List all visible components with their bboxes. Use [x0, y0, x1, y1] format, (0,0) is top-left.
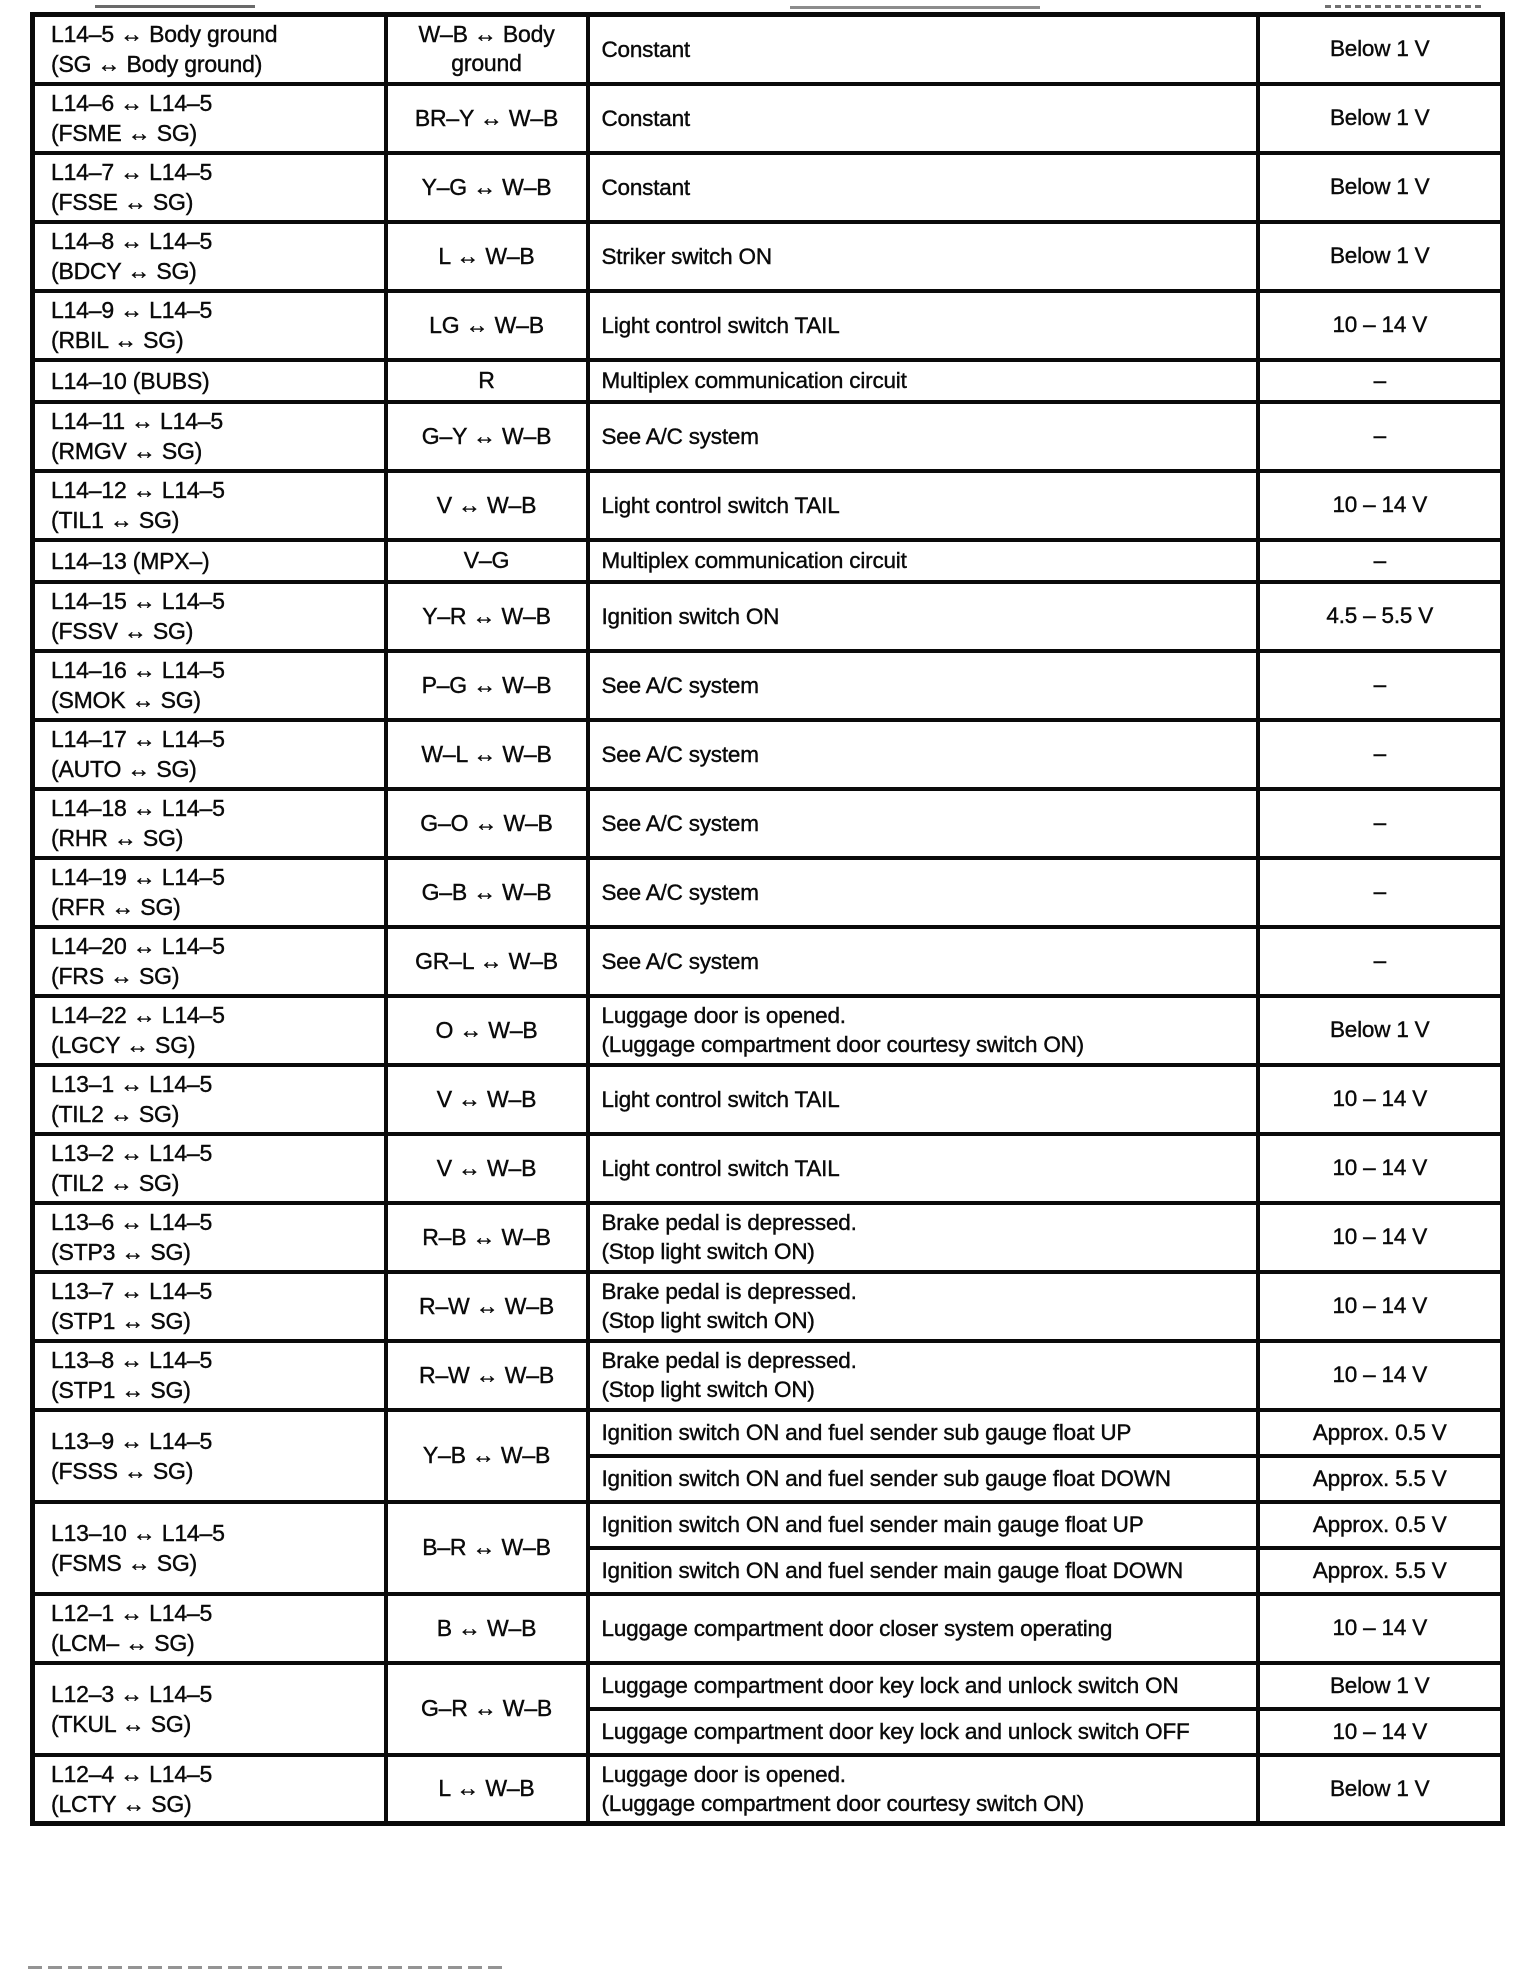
terminal-line: L14–17 ↔ L14–5	[51, 726, 225, 752]
table-row	[33, 153, 1503, 222]
condition-line: Multiplex communication circuit	[601, 368, 907, 393]
wire-color-cell	[386, 927, 588, 996]
condition-cell	[588, 1755, 1258, 1824]
condition-cell	[588, 1410, 1258, 1456]
terminal-cell	[33, 720, 386, 789]
voltage-cell	[1258, 471, 1503, 540]
terminal-cell	[33, 402, 386, 471]
terminal-line: L13–9 ↔ L14–5	[51, 1427, 213, 1454]
voltage-value: 10 – 14 V	[1332, 1224, 1428, 1249]
table-row	[33, 360, 1503, 402]
condition-line: Brake pedal is depressed.	[601, 1279, 857, 1304]
condition-cell	[588, 582, 1258, 651]
terminal-cell	[33, 1065, 386, 1134]
table-row	[33, 471, 1503, 540]
voltage-value: 10 – 14 V	[1332, 492, 1428, 517]
table-row	[33, 720, 1503, 789]
wire-color-label: G–O ↔ W–B	[420, 809, 553, 836]
wire-color-cell	[386, 291, 588, 360]
table-row	[33, 15, 1503, 84]
voltage-value: 10 – 14 V	[1332, 312, 1428, 337]
wire-color-cell	[386, 1502, 588, 1594]
voltage-cell	[1258, 651, 1503, 720]
voltage-value: 4.5 – 5.5 V	[1326, 603, 1434, 628]
terminal-cell	[33, 1341, 386, 1410]
condition-line: See A/C system	[601, 948, 759, 974]
terminal-line: L14–9 ↔ L14–5	[51, 297, 213, 323]
condition-cell	[588, 1065, 1258, 1134]
terminal-line: L14–12 ↔ L14–5	[51, 477, 225, 503]
terminal-line: L13–10 ↔ L14–5	[51, 1519, 225, 1546]
voltage-value: –	[1373, 810, 1386, 835]
table-row	[33, 789, 1503, 858]
table-row	[33, 1663, 1503, 1709]
voltage-value: –	[1373, 672, 1386, 697]
wire-color-cell	[386, 15, 588, 84]
condition-line: Striker switch ON	[601, 243, 772, 269]
wire-color-cell	[386, 996, 588, 1065]
condition-cell	[588, 1548, 1258, 1594]
condition-cell	[588, 651, 1258, 720]
condition-cell	[588, 858, 1258, 927]
terminal-line: L13–8 ↔ L14–5	[51, 1347, 213, 1373]
wire-color-label: L ↔ W–B	[438, 1775, 535, 1802]
wire-color-cell	[386, 1341, 588, 1410]
condition-line: See A/C system	[601, 423, 759, 449]
terminal-line: (STP1 ↔ SG)	[51, 1377, 191, 1403]
condition-line: Ignition switch ON and fuel sender main gauge float DOWN	[601, 1558, 1184, 1583]
condition-line: See A/C system	[601, 879, 759, 905]
voltage-value: Below 1 V	[1329, 1017, 1430, 1042]
condition-line: Brake pedal is depressed.	[601, 1210, 857, 1235]
terminal-line: (FSSS ↔ SG)	[51, 1457, 194, 1484]
terminal-line: L13–7 ↔ L14–5	[51, 1278, 213, 1304]
scan-artifact	[790, 6, 1040, 9]
condition-line: Constant	[601, 174, 690, 200]
wire-color-label: P–G ↔ W–B	[421, 671, 552, 698]
voltage-cell	[1258, 1272, 1503, 1341]
voltage-value: Below 1 V	[1329, 1775, 1430, 1801]
voltage-value: 10 – 14 V	[1332, 1293, 1428, 1318]
condition-line: Luggage compartment door key lock and unlock switch OFF	[601, 1719, 1190, 1744]
condition-line: See A/C system	[601, 672, 759, 698]
table-row	[33, 1203, 1503, 1272]
terminal-cell	[33, 927, 386, 996]
table-row	[33, 84, 1503, 153]
voltage-value: Below 1 V	[1329, 243, 1430, 268]
voltage-cell	[1258, 222, 1503, 291]
wire-color-label: R	[478, 367, 495, 393]
condition-line: Ignition switch ON and fuel sender main gauge float UP	[601, 1512, 1144, 1537]
condition-line: See A/C system	[601, 810, 759, 836]
voltage-value: –	[1373, 741, 1386, 766]
wire-color-cell	[386, 1203, 588, 1272]
condition-line: Constant	[601, 36, 690, 62]
condition-cell	[588, 84, 1258, 153]
table-row	[33, 1502, 1503, 1548]
wire-color-label: R–W ↔ W–B	[419, 1292, 554, 1319]
condition-line: Luggage door is opened.	[601, 1003, 846, 1028]
table-row	[33, 1134, 1503, 1203]
scan-artifact	[95, 5, 255, 8]
condition-line: (Luggage compartment door courtesy switch ON)	[601, 1032, 1084, 1057]
wire-color-label: L ↔ W–B	[438, 242, 535, 269]
wire-color-label: R–B ↔ W–B	[422, 1223, 551, 1250]
wire-color-cell	[386, 1065, 588, 1134]
condition-cell	[588, 720, 1258, 789]
condition-line: Ignition switch ON and fuel sender sub gauge float UP	[601, 1420, 1132, 1445]
wire-color-cell	[386, 1134, 588, 1203]
terminal-line: (FSSE ↔ SG)	[51, 189, 194, 215]
wire-color-cell	[386, 582, 588, 651]
voltage-value: Approx. 0.5 V	[1312, 1511, 1447, 1537]
terminal-line: L13–2 ↔ L14–5	[51, 1140, 213, 1166]
voltage-cell	[1258, 84, 1503, 153]
terminal-line: L14–15 ↔ L14–5	[51, 588, 225, 614]
table-row	[33, 291, 1503, 360]
voltage-cell	[1258, 1341, 1503, 1410]
voltage-cell	[1258, 15, 1503, 84]
terminal-cell	[33, 84, 386, 153]
condition-line: Constant	[601, 105, 690, 131]
terminal-line: L12–1 ↔ L14–5	[51, 1600, 213, 1626]
voltage-value: 10 – 14 V	[1332, 1155, 1428, 1180]
wire-color-cell	[386, 84, 588, 153]
wire-color-cell	[386, 1594, 588, 1663]
terminal-line: (RMGV ↔ SG)	[51, 438, 203, 464]
terminal-line: (BDCY ↔ SG)	[51, 258, 197, 284]
voltage-cell	[1258, 360, 1503, 402]
terminal-line: L14–13 (MPX–)	[51, 547, 210, 574]
wire-color-cell	[386, 222, 588, 291]
condition-cell	[588, 291, 1258, 360]
voltage-cell	[1258, 153, 1503, 222]
voltage-value: 10 – 14 V	[1332, 1086, 1428, 1111]
voltage-value: Below 1 V	[1329, 1672, 1430, 1698]
condition-cell	[588, 15, 1258, 84]
condition-line: Ignition switch ON and fuel sender sub gauge float DOWN	[601, 1466, 1171, 1491]
terminal-cell	[33, 360, 386, 402]
condition-cell	[588, 471, 1258, 540]
terminal-line: L14–20 ↔ L14–5	[51, 933, 225, 959]
voltage-cell	[1258, 582, 1503, 651]
wire-color-cell	[386, 153, 588, 222]
condition-line: (Stop light switch ON)	[601, 1377, 815, 1402]
voltage-value: –	[1373, 948, 1386, 973]
terminal-voltage-table	[30, 12, 1505, 1826]
voltage-value: –	[1373, 367, 1386, 393]
condition-line: (Stop light switch ON)	[601, 1239, 815, 1264]
wire-color-label: V ↔ W–B	[436, 1154, 537, 1181]
terminal-line: L14–11 ↔ L14–5	[51, 408, 223, 434]
wire-color-label: V ↔ W–B	[436, 1085, 537, 1112]
voltage-value: 10 – 14 V	[1332, 1615, 1428, 1640]
terminal-cell	[33, 1755, 386, 1824]
wire-color-label: G–Y ↔ W–B	[421, 422, 552, 449]
terminal-cell	[33, 996, 386, 1065]
wire-color-cell	[386, 1272, 588, 1341]
condition-cell	[588, 1272, 1258, 1341]
terminal-cell	[33, 1502, 386, 1594]
wire-color-cell	[386, 540, 588, 582]
voltage-value: 10 – 14 V	[1332, 1362, 1428, 1387]
voltage-value: –	[1373, 547, 1386, 573]
terminal-line: (TIL1 ↔ SG)	[51, 507, 180, 533]
condition-cell	[588, 927, 1258, 996]
wire-color-label: O ↔ W–B	[435, 1016, 538, 1043]
condition-line: Light control switch TAIL	[601, 1155, 840, 1181]
voltage-cell	[1258, 1065, 1503, 1134]
wire-color-label: GR–L ↔ W–B	[415, 947, 558, 974]
voltage-cell	[1258, 540, 1503, 582]
terminal-line: L14–19 ↔ L14–5	[51, 864, 225, 890]
condition-cell	[588, 1341, 1258, 1410]
terminal-cell	[33, 1272, 386, 1341]
terminal-line: (TIL2 ↔ SG)	[51, 1170, 180, 1196]
terminal-line: (STP1 ↔ SG)	[51, 1308, 191, 1334]
terminal-cell	[33, 1203, 386, 1272]
terminal-line: L14–22 ↔ L14–5	[51, 1002, 225, 1028]
terminal-cell	[33, 471, 386, 540]
wire-color-label: V–G	[463, 547, 510, 573]
terminal-cell	[33, 153, 386, 222]
table-row	[33, 1594, 1503, 1663]
terminal-cell	[33, 1134, 386, 1203]
condition-cell	[588, 540, 1258, 582]
table-row	[33, 1341, 1503, 1410]
terminal-cell	[33, 789, 386, 858]
condition-line: Light control switch TAIL	[601, 492, 840, 518]
table-row	[33, 222, 1503, 291]
terminal-line: L13–6 ↔ L14–5	[51, 1209, 213, 1235]
wire-color-label: W–L ↔ W–B	[421, 740, 552, 767]
table-row	[33, 1272, 1503, 1341]
terminal-line: (SG ↔ Body ground)	[51, 51, 263, 78]
condition-line: See A/C system	[601, 741, 759, 767]
wire-color-label: V ↔ W–B	[436, 491, 537, 518]
terminal-line: (FSME ↔ SG)	[51, 120, 198, 146]
terminal-line: L14–5 ↔ Body ground	[51, 21, 278, 48]
condition-cell	[588, 996, 1258, 1065]
table-row	[33, 1065, 1503, 1134]
voltage-cell	[1258, 1502, 1503, 1548]
wire-color-cell	[386, 471, 588, 540]
terminal-line: (TKUL ↔ SG)	[51, 1710, 192, 1737]
condition-cell	[588, 1709, 1258, 1755]
wire-color-cell	[386, 789, 588, 858]
terminal-cell	[33, 651, 386, 720]
terminal-cell	[33, 1594, 386, 1663]
voltage-cell	[1258, 996, 1503, 1065]
voltage-cell	[1258, 1134, 1503, 1203]
condition-line: Luggage compartment door key lock and unlock switch ON	[601, 1673, 1179, 1698]
voltage-cell	[1258, 1594, 1503, 1663]
terminal-line: L14–10 (BUBS)	[51, 367, 210, 394]
voltage-cell	[1258, 1456, 1503, 1502]
terminal-cell	[33, 1663, 386, 1755]
terminal-line: (FRS ↔ SG)	[51, 963, 180, 989]
voltage-cell	[1258, 291, 1503, 360]
wire-color-label: G–R ↔ W–B	[420, 1695, 553, 1721]
terminal-cell	[33, 222, 386, 291]
voltage-cell	[1258, 1548, 1503, 1594]
wire-color-cell	[386, 1755, 588, 1824]
table-row	[33, 540, 1503, 582]
terminal-line: (LCTY ↔ SG)	[51, 1790, 192, 1817]
table-row	[33, 402, 1503, 471]
condition-line: (Stop light switch ON)	[601, 1308, 815, 1333]
wire-color-label: BR–Y ↔ W–B	[414, 104, 559, 131]
condition-line: Luggage door is opened.	[601, 1761, 846, 1787]
terminal-line: L12–4 ↔ L14–5	[51, 1760, 213, 1787]
terminal-line: (FSMS ↔ SG)	[51, 1549, 198, 1576]
voltage-cell	[1258, 720, 1503, 789]
terminal-line: (RHR ↔ SG)	[51, 825, 184, 851]
terminal-line: (SMOK ↔ SG)	[51, 687, 201, 713]
terminal-line: (LGCY ↔ SG)	[51, 1032, 196, 1058]
condition-cell	[588, 1203, 1258, 1272]
condition-line: Ignition switch ON	[601, 603, 780, 629]
voltage-value: 10 – 14 V	[1332, 1718, 1428, 1744]
voltage-value: Approx. 5.5 V	[1312, 1557, 1447, 1583]
terminal-line: L14–6 ↔ L14–5	[51, 90, 213, 116]
voltage-cell	[1258, 1410, 1503, 1456]
condition-cell	[588, 1663, 1258, 1709]
wire-color-cell	[386, 1663, 588, 1755]
table-row	[33, 651, 1503, 720]
voltage-value: Below 1 V	[1329, 36, 1430, 62]
terminal-line: L14–7 ↔ L14–5	[51, 159, 213, 185]
wire-color-label: W–B ↔ Body ground	[418, 21, 555, 77]
wire-color-label: R–W ↔ W–B	[419, 1361, 554, 1388]
terminal-cell	[33, 540, 386, 582]
terminal-line: L12–3 ↔ L14–5	[51, 1680, 213, 1707]
condition-cell	[588, 360, 1258, 402]
condition-cell	[588, 153, 1258, 222]
condition-cell	[588, 222, 1258, 291]
scan-artifact	[28, 1966, 508, 1969]
condition-line: (Luggage compartment door courtesy switch ON)	[601, 1790, 1084, 1816]
voltage-cell	[1258, 1755, 1503, 1824]
table-row	[33, 858, 1503, 927]
terminal-line: L14–8 ↔ L14–5	[51, 228, 213, 254]
wire-color-cell	[386, 858, 588, 927]
terminal-line: L13–1 ↔ L14–5	[51, 1071, 213, 1097]
voltage-cell	[1258, 858, 1503, 927]
wire-color-cell	[386, 1410, 588, 1502]
table-row	[33, 927, 1503, 996]
wire-color-label: Y–R ↔ W–B	[422, 602, 551, 629]
wire-color-cell	[386, 402, 588, 471]
wire-color-label: Y–G ↔ W–B	[421, 173, 552, 200]
condition-cell	[588, 1456, 1258, 1502]
wire-color-label: B–R ↔ W–B	[422, 1534, 551, 1560]
condition-cell	[588, 1134, 1258, 1203]
terminal-line: (AUTO ↔ SG)	[51, 756, 197, 782]
voltage-cell	[1258, 927, 1503, 996]
wire-color-cell	[386, 720, 588, 789]
terminal-line: (RFR ↔ SG)	[51, 894, 181, 920]
voltage-cell	[1258, 789, 1503, 858]
terminal-cell	[33, 1410, 386, 1502]
condition-cell	[588, 1502, 1258, 1548]
voltage-cell	[1258, 1203, 1503, 1272]
condition-line: Luggage compartment door closer system operating	[601, 1615, 1113, 1641]
voltage-value: Approx. 0.5 V	[1312, 1419, 1447, 1445]
voltage-cell	[1258, 402, 1503, 471]
table-row	[33, 1755, 1503, 1824]
terminal-line: L14–16 ↔ L14–5	[51, 657, 225, 683]
voltage-value: –	[1373, 423, 1386, 448]
terminal-line: (FSSV ↔ SG)	[51, 618, 194, 644]
voltage-cell	[1258, 1663, 1503, 1709]
wire-color-label: Y–B ↔ W–B	[422, 1442, 551, 1468]
voltage-value: –	[1373, 879, 1386, 904]
condition-line: Light control switch TAIL	[601, 1086, 840, 1112]
condition-line: Light control switch TAIL	[601, 312, 840, 338]
terminal-line: (RBIL ↔ SG)	[51, 327, 184, 353]
terminal-cell	[33, 15, 386, 84]
terminal-cell	[33, 291, 386, 360]
condition-cell	[588, 789, 1258, 858]
wire-color-label: G–B ↔ W–B	[421, 878, 552, 905]
scan-artifact	[1325, 5, 1485, 8]
condition-line: Multiplex communication circuit	[601, 548, 907, 573]
table-row	[33, 1410, 1503, 1456]
condition-cell	[588, 1594, 1258, 1663]
condition-line: Brake pedal is depressed.	[601, 1348, 857, 1373]
wire-color-label: B ↔ W–B	[436, 1614, 537, 1641]
terminal-line: L14–18 ↔ L14–5	[51, 795, 225, 821]
terminal-cell	[33, 582, 386, 651]
voltage-value: Approx. 5.5 V	[1312, 1465, 1447, 1491]
terminal-line: (TIL2 ↔ SG)	[51, 1101, 180, 1127]
wire-color-cell	[386, 360, 588, 402]
table-row	[33, 996, 1503, 1065]
voltage-value: Below 1 V	[1329, 174, 1430, 199]
terminal-cell	[33, 858, 386, 927]
condition-cell	[588, 402, 1258, 471]
terminal-line: (LCM– ↔ SG)	[51, 1630, 195, 1656]
table-row	[33, 582, 1503, 651]
terminal-line: (STP3 ↔ SG)	[51, 1239, 191, 1265]
voltage-value: Below 1 V	[1329, 105, 1430, 130]
wire-color-cell	[386, 651, 588, 720]
voltage-cell	[1258, 1709, 1503, 1755]
wire-color-label: LG ↔ W–B	[429, 311, 544, 338]
